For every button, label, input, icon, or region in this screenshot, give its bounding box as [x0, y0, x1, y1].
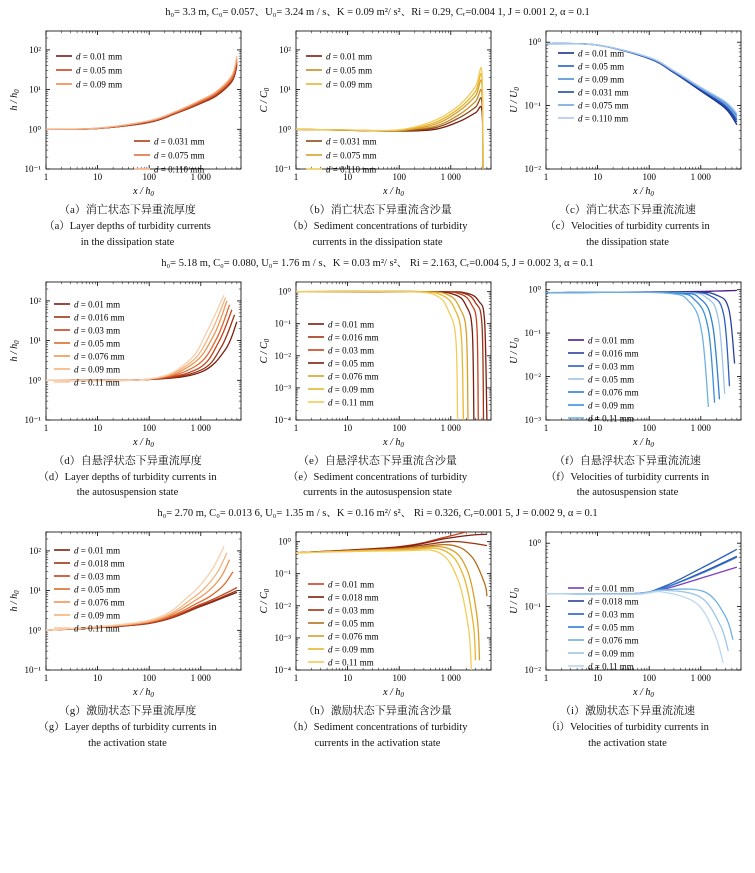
x-tick-label: 100 [392, 172, 406, 182]
y-tick-label: 10⁻² [524, 371, 541, 382]
y-tick-label: 10² [29, 295, 41, 306]
y-tick-label: 10⁻¹ [524, 100, 541, 111]
legend-label: d = 0.01 mm [74, 298, 121, 309]
legend-label: d = 0.016 mm [588, 347, 639, 358]
legend-label: d = 0.018 mm [588, 596, 639, 607]
x-tick-label: 1 000 [190, 422, 211, 433]
caption-cn: （i）激励状态下异重流流速 [559, 705, 696, 717]
x-tick-label: 1 000 [440, 422, 461, 433]
caption-e [256, 452, 499, 502]
y-tick-label: 10² [29, 44, 41, 55]
legend-label: d = 0.018 mm [328, 592, 379, 603]
plot-wrapper-b [256, 21, 499, 199]
legend-label: d = 0.110 mm [154, 164, 205, 175]
y-tick-label: 10⁰ [278, 124, 291, 135]
plot-c [506, 21, 749, 199]
legend-label: d = 0.03 mm [328, 605, 375, 616]
y-tick-label: 10⁻¹ [524, 601, 541, 612]
caption-en-line2: currents in the autosuspension state [303, 487, 452, 499]
y-tick-label: 10⁰ [278, 536, 291, 547]
legend-label: d = 0.110 mm [326, 164, 377, 175]
y-tick-label: 10⁰ [528, 284, 541, 295]
x-axis-label: x / $h_0$ [383, 687, 404, 699]
x-tick-label: 1 000 [440, 172, 461, 182]
caption-cn: （b）消亡状态下异重流含沙量 [303, 204, 452, 216]
y-tick-label: 10⁰ [528, 538, 541, 549]
legend-label: d = 0.09 mm [588, 648, 635, 659]
x-tick-label: 1 000 [440, 673, 461, 683]
charts-strip [0, 21, 755, 199]
legend-label: d = 0.05 mm [328, 618, 375, 629]
y-axis-label: C / $C_0$ [259, 338, 271, 363]
legend-label: d = 0.03 mm [328, 344, 375, 355]
legend-label: d = 0.11 mm [328, 396, 374, 407]
plot-frame [546, 282, 741, 420]
legend-label: d = 0.03 mm [588, 360, 635, 371]
x-tick-label: 10 [593, 673, 603, 683]
legend-label: d = 0.05 mm [588, 373, 635, 384]
x-axis-label: x / $h_0$ [133, 186, 154, 198]
row-parameters: h₀= 3.3 m, C₀= 0.057、U₀= 3.24 m / s、K = 0.09 m²/ s²、Ri = 0.29, Cᵣ=0.004 1, J = 0.001 2, α = 0.1 [165, 7, 590, 18]
y-tick-label: 10⁻² [524, 665, 541, 675]
y-axis-label: U / $U_0$ [509, 588, 521, 614]
y-tick-label: 10⁻¹ [524, 327, 541, 338]
x-tick-label: 1 000 [690, 172, 711, 182]
figure-row-1 [0, 0, 755, 251]
legend-label: d = 0.05 mm [578, 61, 625, 72]
plot-wrapper-c [506, 21, 749, 199]
x-axis-label: x / $h_0$ [633, 186, 654, 198]
x-tick-label: 100 [142, 422, 156, 433]
chart-cell-a [6, 21, 249, 199]
captions-strip [0, 452, 755, 502]
x-tick-label: 10 [93, 673, 103, 683]
caption-b [256, 201, 499, 251]
legend-label: d = 0.09 mm [326, 79, 373, 90]
caption-en-line2: the activation state [588, 737, 667, 749]
y-tick-label: 10⁻³ [274, 382, 291, 393]
chart-cell-d [6, 272, 249, 450]
captions-strip [0, 702, 755, 752]
plot-d [6, 272, 249, 450]
y-tick-label: 10⁻¹ [24, 665, 41, 675]
legend-label: d = 0.031 mm [326, 136, 377, 147]
y-tick-label: 10⁻¹ [274, 318, 291, 329]
legend-label: d = 0.01 mm [326, 51, 373, 62]
caption-en-line1: （h）Sediment concentrations of turbidity [287, 722, 468, 733]
caption-a [6, 201, 249, 251]
legend-label: d = 0.018 mm [74, 558, 125, 569]
y-tick-label: 10⁻² [274, 350, 291, 361]
plot-g [6, 522, 249, 700]
plot-e [256, 272, 499, 450]
charts-strip [0, 522, 755, 700]
legend-label: d = 0.076 mm [74, 597, 125, 608]
y-tick-label: 10⁰ [28, 374, 41, 385]
legend-label: d = 0.11 mm [588, 661, 634, 672]
y-tick-label: 10⁻² [274, 600, 291, 611]
legend-label: d = 0.01 mm [578, 48, 625, 59]
legend-label: d = 0.05 mm [328, 357, 375, 368]
legend-label: d = 0.016 mm [328, 331, 379, 342]
x-tick-label: 1 [293, 673, 299, 683]
y-tick-label: 10⁰ [278, 286, 291, 297]
caption-cn: （e）自悬浮状态下异重流含沙量 [298, 454, 457, 467]
legend-label: d = 0.01 mm [76, 51, 123, 62]
figure-row-3 [0, 501, 755, 752]
legend-label: d = 0.05 mm [588, 622, 635, 633]
legend-label: d = 0.09 mm [578, 74, 625, 85]
y-tick-label: 10¹ [29, 335, 41, 346]
legend-label: d = 0.031 mm [578, 87, 629, 98]
plot-b [256, 21, 499, 199]
plot-frame [546, 31, 741, 169]
caption-en-line2: currents in the dissipation state [312, 236, 443, 248]
legend-label: d = 0.075 mm [154, 150, 205, 161]
y-tick-label: 10¹ [29, 585, 41, 596]
y-axis-label: U / $U_0$ [509, 87, 521, 113]
y-tick-label: 10⁻¹ [274, 568, 291, 579]
legend-label: d = 0.05 mm [326, 65, 373, 76]
plot-i [506, 522, 749, 700]
y-tick-label: 10⁻² [524, 164, 541, 174]
caption-en-line1: （f）Velocities of turbidity currents in [545, 471, 710, 483]
caption-cn: （g）激励状态下异重流厚度 [58, 705, 197, 717]
x-tick-label: 10 [343, 673, 353, 683]
x-axis-label: x / $h_0$ [133, 687, 154, 699]
legend-label: d = 0.03 mm [74, 571, 121, 582]
caption-en-line1: （g）Layer depths of turbidity currents in [38, 722, 217, 733]
y-tick-label: 10⁰ [28, 124, 41, 135]
caption-en-line2: in the dissipation state [80, 236, 175, 248]
plot-wrapper-i [506, 522, 749, 700]
y-tick-label: 10⁻¹ [24, 164, 41, 174]
caption-c [506, 201, 749, 251]
legend-label: d = 0.09 mm [74, 363, 121, 374]
legend-label: d = 0.11 mm [74, 623, 120, 634]
legend-label: d = 0.076 mm [588, 635, 639, 646]
caption-cn: （f）自悬浮状态下异重流流速 [554, 454, 701, 467]
caption-f [506, 452, 749, 502]
x-axis-label: x / $h_0$ [383, 186, 404, 198]
x-axis-label: x / $h_0$ [633, 687, 654, 699]
legend-label: d = 0.09 mm [76, 79, 123, 90]
y-tick-label: 10⁻¹ [24, 414, 41, 425]
chart-cell-b [256, 21, 499, 199]
plot-wrapper-g [6, 522, 249, 700]
caption-i [506, 702, 749, 752]
plot-wrapper-f [506, 272, 749, 450]
caption-en-line1: （b）Sediment concentrations of turbidity [287, 221, 468, 232]
y-tick-label: 10⁻¹ [274, 164, 291, 174]
legend-label: d = 0.01 mm [328, 579, 375, 590]
y-axis-label: h / $h_0$ [9, 339, 21, 362]
y-tick-label: 10⁻³ [274, 632, 291, 643]
x-tick-label: 100 [642, 422, 656, 433]
x-tick-label: 100 [142, 673, 156, 683]
legend-label: d = 0.01 mm [588, 583, 635, 594]
plot-wrapper-h [256, 522, 499, 700]
x-tick-label: 1 000 [190, 172, 211, 182]
legend-label: d = 0.075 mm [326, 150, 377, 161]
legend-label: d = 0.031 mm [154, 136, 205, 147]
x-axis-label: x / $h_0$ [133, 436, 154, 449]
x-tick-label: 10 [343, 422, 353, 433]
chart-cell-e [256, 272, 499, 450]
y-tick-label: 10⁻⁴ [274, 665, 291, 675]
y-tick-label: 10⁻⁴ [274, 414, 291, 425]
captions-strip [0, 201, 755, 251]
plot-h [256, 522, 499, 700]
y-tick-label: 10⁻³ [524, 414, 541, 425]
legend-label: d = 0.01 mm [588, 334, 635, 345]
legend-label: d = 0.016 mm [74, 311, 125, 322]
caption-en-line1: （a）Layer depths of turbidity currents [44, 221, 211, 232]
legend-label: d = 0.075 mm [578, 100, 629, 111]
legend-label: d = 0.05 mm [74, 337, 121, 348]
x-tick-label: 100 [392, 673, 406, 683]
figure-row-2 [0, 251, 755, 502]
charts-strip [0, 272, 755, 450]
y-axis-label: U / $U_0$ [509, 337, 521, 364]
x-axis-label: x / $h_0$ [383, 436, 404, 449]
caption-cn: （c）消亡状态下异重流流速 [559, 204, 696, 216]
legend-label: d = 0.076 mm [588, 386, 639, 397]
plot-a [6, 21, 249, 199]
x-axis-label: x / $h_0$ [633, 436, 654, 449]
x-tick-label: 1 [43, 422, 49, 433]
x-tick-label: 1 000 [190, 673, 211, 683]
x-tick-label: 100 [142, 172, 156, 182]
y-tick-label: 10¹ [279, 84, 291, 95]
x-tick-label: 1 [543, 673, 549, 683]
x-tick-label: 10 [593, 172, 603, 182]
row-parameters: h₀= 2.70 m, C₀= 0.013 6, U₀= 1.35 m / s、K = 0.16 m²/ s²、 Ri = 0.326, Cᵣ=0.001 5, J = 0.002 9, α = 0.1 [157, 508, 598, 519]
row-parameters: h₀= 5.18 m, C₀= 0.080, U₀= 1.76 m / s、K = 0.03 m²/ s²、 Ri = 2.163, Cᵣ=0.004 5, J = 0.002 3, α = 0.1 [161, 257, 594, 269]
caption-en-line2: the dissipation state [586, 236, 669, 248]
x-tick-label: 100 [642, 172, 656, 182]
legend-label: d = 0.01 mm [74, 545, 121, 556]
caption-en-line2: the activation state [88, 737, 167, 749]
y-tick-label: 10² [29, 545, 41, 556]
caption-en-line1: （d）Layer depths of turbidity currents in [38, 471, 217, 483]
legend-label: d = 0.11 mm [328, 657, 374, 668]
y-axis-label: C / $C_0$ [259, 588, 271, 614]
x-tick-label: 1 [293, 422, 299, 433]
caption-en-line1: （e）Sediment concentrations of turbidity [287, 471, 468, 483]
legend-label: d = 0.076 mm [328, 370, 379, 381]
y-tick-label: 10² [279, 44, 291, 55]
chart-cell-g [6, 522, 249, 700]
x-tick-label: 1 [43, 673, 49, 683]
legend-label: d = 0.076 mm [74, 350, 125, 361]
legend-label: d = 0.09 mm [588, 399, 635, 410]
caption-en-line2: currents in the activation state [314, 737, 441, 749]
caption-h [256, 702, 499, 752]
x-tick-label: 10 [343, 172, 353, 182]
legend-label: d = 0.05 mm [76, 65, 123, 76]
y-tick-label: 10⁰ [28, 625, 41, 636]
x-tick-label: 10 [593, 422, 603, 433]
x-tick-label: 1 [543, 172, 549, 182]
x-tick-label: 1 000 [690, 673, 711, 683]
caption-en-line2: the autosuspension state [76, 487, 179, 499]
x-tick-label: 10 [93, 422, 103, 433]
chart-cell-f [506, 272, 749, 450]
legend-label: d = 0.01 mm [328, 318, 375, 329]
legend-label: d = 0.03 mm [588, 609, 635, 620]
x-tick-label: 100 [642, 673, 656, 683]
caption-en-line1: （c）Velocities of turbidity currents in [545, 221, 710, 232]
caption-d [6, 452, 249, 502]
plot-wrapper-d [6, 272, 249, 450]
y-tick-label: 10⁰ [528, 37, 541, 48]
x-tick-label: 100 [392, 422, 406, 433]
caption-cn: （d）自悬浮状态下异重流厚度 [53, 454, 202, 467]
legend-label: d = 0.09 mm [328, 383, 375, 394]
legend-label: d = 0.11 mm [588, 412, 634, 423]
caption-en-line1: （i）Velocities of turbidity currents in [546, 722, 709, 733]
legend-label: d = 0.03 mm [74, 324, 121, 335]
y-axis-label: h / $h_0$ [9, 590, 21, 612]
x-tick-label: 1 [293, 172, 299, 182]
y-tick-label: 10¹ [29, 84, 41, 95]
caption-cn: （h）激励状态下异重流含沙量 [303, 705, 452, 717]
y-axis-label: C / $C_0$ [259, 87, 271, 113]
x-tick-label: 10 [93, 172, 103, 182]
plot-wrapper-a [6, 21, 249, 199]
caption-g [6, 702, 249, 752]
legend-label: d = 0.09 mm [74, 610, 121, 621]
chart-cell-i [506, 522, 749, 700]
x-tick-label: 1 [43, 172, 49, 182]
legend-label: d = 0.11 mm [74, 376, 120, 387]
legend-label: d = 0.09 mm [328, 644, 375, 655]
legend-label: d = 0.05 mm [74, 584, 121, 595]
legend-label: d = 0.110 mm [578, 113, 629, 124]
y-axis-label: h / $h_0$ [9, 89, 21, 111]
plot-wrapper-e [256, 272, 499, 450]
caption-cn: （a）消亡状态下异重流厚度 [59, 204, 196, 216]
chart-cell-h [256, 522, 499, 700]
caption-en-line2: the autosuspension state [576, 487, 679, 499]
chart-cell-c [506, 21, 749, 199]
legend-label: d = 0.076 mm [328, 631, 379, 642]
x-tick-label: 1 000 [690, 422, 711, 433]
x-tick-label: 1 [543, 422, 549, 433]
plot-f [506, 272, 749, 450]
